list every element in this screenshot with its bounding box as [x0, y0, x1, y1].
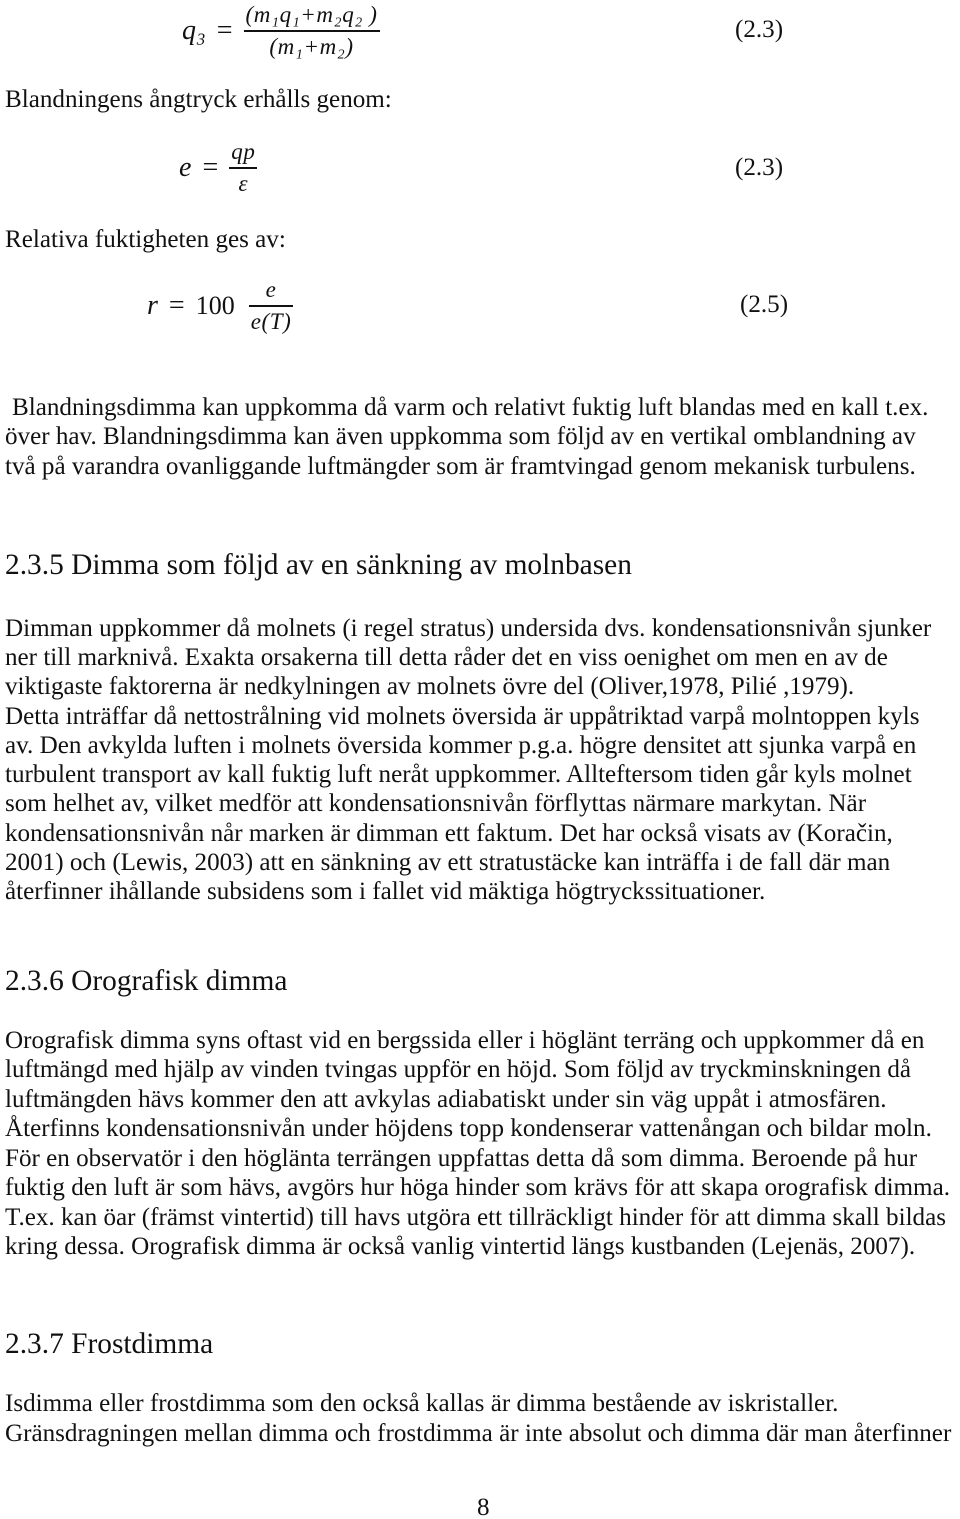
- fraction: [244, 3, 380, 58]
- text-line: Blandningens ångtryck erhålls genom:: [5, 86, 392, 113]
- fraction-numerator: e: [265, 277, 277, 303]
- equals-sign: =: [202, 152, 219, 183]
- text-line: två på varandra ovanliggande luftmängder som är framtvingad genom mekanisk turbulens.: [5, 452, 916, 480]
- fraction-denominator: (m₁+m₂): [269, 33, 354, 59]
- equation-lhs: e: [179, 152, 192, 183]
- text-line: fuktig den luft är som hävs, avgörs hur höga hinder som krävs för att skapa orografisk dimma.: [5, 1174, 950, 1202]
- text-line: viktigaste faktorerna är nedkylningen av molnets övre del (Oliver,1978, Pilié ,1979).: [5, 673, 855, 701]
- section-heading: 2.3.7 Frostdimma: [5, 1328, 214, 1360]
- fraction-bar: [244, 30, 380, 31]
- intro-text: [5, 85, 392, 114]
- body-paragraph: [5, 1389, 951, 1449]
- text-line: ner till marknivå. Exakta orsakerna till detta råder det en viss oenighet om men en av de: [5, 644, 888, 672]
- equation-number: (2.5): [740, 291, 789, 318]
- fraction: [249, 278, 294, 333]
- equals-sign: =: [216, 15, 233, 46]
- body-paragraph: [5, 614, 931, 906]
- intro-text: [5, 225, 286, 254]
- fraction-denominator: e(T): [250, 308, 292, 334]
- text-line: turbulent transport av kall fuktig luft neråt uppkommer. Allteftersom tiden går kyls molnet: [5, 761, 912, 789]
- fraction-numerator: qp: [231, 139, 256, 165]
- text-line: över hav. Blandningsdimma kan även uppkomma som följd av en vertikal omblandning av: [5, 423, 916, 451]
- text-line: Orografisk dimma syns oftast vid en bergssida eller i höglänt terräng och uppkommer då en: [5, 1027, 925, 1054]
- fraction: [229, 140, 257, 195]
- equation-coefficient: 100: [195, 291, 235, 320]
- text-line: Isdimma eller frostdimma som den också kallas är dimma bestående av iskristaller.: [5, 1390, 839, 1417]
- text-line: av. Den avkylda luften i molnets översida kommer p.g.a. högre densitet att sjunka varpå en: [5, 731, 917, 759]
- page-number: 8: [477, 1494, 490, 1519]
- text-line: Detta inträffar då nettostrålning vid molnets översida är uppåtriktad varpå molntoppen kyls: [5, 702, 920, 730]
- equation-relative-humidity: [147, 275, 293, 337]
- text-line: För en observatör i den höglänta terrängen uppfattas detta då som dimma. Beroende på hur: [5, 1144, 918, 1172]
- text-line: Dimman uppkommer då molnets (i regel stratus) undersida dvs. kondensationsnivån sjunker: [5, 615, 932, 642]
- fraction-denominator: ε: [238, 170, 249, 196]
- fraction-bar: [249, 305, 294, 306]
- section-heading: 2.3.6 Orografisk dimma: [5, 965, 288, 997]
- equals-sign: =: [168, 290, 185, 321]
- text-line: luftmängd med hjälp av vinden tvingas uppför en höjd. Som följd av tryckminskningen då: [5, 1056, 912, 1084]
- text-line: Blandningsdimma kan uppkomma då varm och relativt fuktig luft blandas med en kall t.ex.: [12, 394, 929, 421]
- text-line: som helhet av, vilket medför att kondensationsnivån förflyttas närmare markytan. När: [5, 790, 867, 818]
- body-paragraph: [5, 393, 928, 481]
- fraction-bar: [229, 167, 257, 168]
- text-line: Relativa fuktigheten ges av:: [5, 226, 286, 253]
- text-line: Gränsdragningen mellan dimma och frostdimma är inte absolut och dimma där man återfinner: [5, 1420, 952, 1447]
- fraction-numerator: (m₁q₁+m₂q₂ ): [245, 2, 378, 28]
- equation-vapor-pressure: [179, 137, 257, 199]
- text-line: T.ex. kan öar (främst vintertid) till havs utgöra ett tillräckligt hinder för att dimma skall bildas: [5, 1203, 946, 1231]
- body-paragraph: [5, 1026, 950, 1262]
- equation-lhs: q₃: [182, 15, 206, 46]
- text-line: Återfinns kondensationsnivån under höjdens topp kondenserar vattenångan och bildar moln.: [5, 1115, 932, 1143]
- section-heading: 2.3.5 Dimma som följd av en sänkning av molnbasen: [5, 549, 632, 581]
- text-line: kondensationsnivån når marken är dimman ett faktum. Det har också visats av (Koračin,: [5, 819, 893, 847]
- text-line: 2001) och (Lewis, 2003) att en sänkning av ett stratustäcke kan inträffa i de fall där man: [5, 848, 891, 876]
- equation-lhs: r: [147, 290, 158, 321]
- equation-number: (2.3): [735, 16, 784, 43]
- text-line: luftmängden hävs kommer den att avkylas adiabatiskt under sin väg uppåt i atmosfären.: [5, 1085, 887, 1113]
- text-line: kring dessa. Orografisk dimma är också vanlig vintertid längs kustbanden (Lejenäs, 2007).: [5, 1233, 916, 1261]
- equation-mixing-ratio: [182, 0, 380, 62]
- equation-number: (2.3): [735, 154, 784, 181]
- text-line: återfinner ihållande subsidens som i fallet vid mäktiga högtryckssituationer.: [5, 877, 766, 905]
